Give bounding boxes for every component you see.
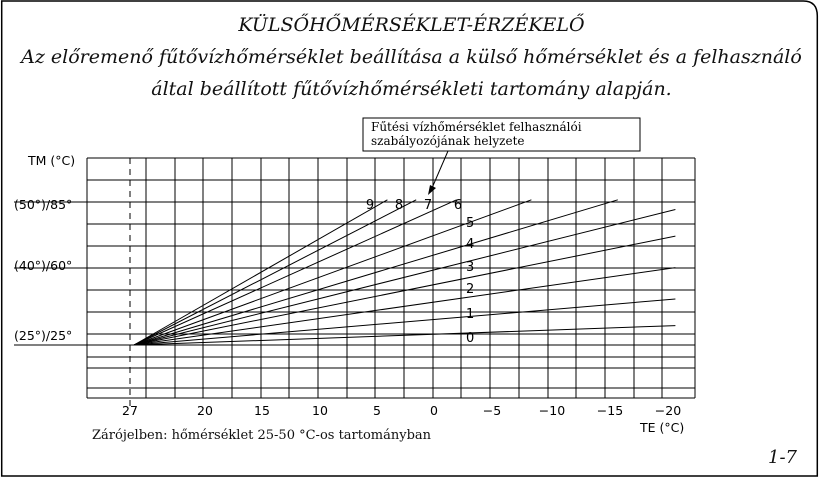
diagram-subtitle-line1: Az előremenő fűtővízhőmérséklet beállítása a külső hőmérséklet és a felhasználó xyxy=(21,46,802,68)
x-tick-label: 20 xyxy=(197,403,213,418)
diagram-title: KÜLSŐHŐMÉRSÉKLET-ÉRZÉKELŐ xyxy=(238,14,585,36)
curve-label-7: 7 xyxy=(423,198,433,213)
callout-text-line2: szabályozójának helyzete xyxy=(371,134,525,148)
x-tick-label: 0 xyxy=(430,403,438,418)
curve-label-9: 9 xyxy=(365,198,375,213)
y-axis-label: TM (°C) xyxy=(28,153,76,168)
y-tick-label: (50°)/85° xyxy=(14,197,73,212)
callout-text-line1: Fűtési vízhőmérséklet felhasználói xyxy=(371,120,582,134)
x-tick-label: 15 xyxy=(254,403,270,418)
x-tick-label: 27 xyxy=(122,403,138,418)
x-tick-label: −10 xyxy=(538,403,566,418)
x-axis-label: TE (°C) xyxy=(640,420,685,435)
curve-label-1: 1 xyxy=(466,307,475,322)
x-tick-label: −5 xyxy=(482,403,502,418)
x-tick-label: 5 xyxy=(373,403,381,418)
curve-label-0: 0 xyxy=(466,331,475,346)
curve-label-2: 2 xyxy=(466,282,475,297)
curve-label-4: 4 xyxy=(466,237,475,252)
footnote: Zárójelben: hőmérséklet 25-50 °C-os tartományban xyxy=(92,428,432,443)
diagram-subtitle-line2: által beállított fűtővízhőmérsékleti tartomány alapján. xyxy=(151,78,672,100)
heating-curve-4 xyxy=(134,210,675,346)
callout-pointer xyxy=(432,151,448,188)
callout-arrowhead xyxy=(428,185,436,195)
heating-curves xyxy=(134,200,675,345)
y-tick-label: (25°)/25° xyxy=(14,328,73,343)
chart-grid xyxy=(14,158,695,408)
heating-curve-5 xyxy=(134,200,618,345)
heating-curve-8 xyxy=(134,200,416,345)
curve-label-8: 8 xyxy=(394,198,404,213)
figure-number: 1-7 xyxy=(768,447,797,468)
curve-label-5: 5 xyxy=(466,216,475,231)
curve-label-3: 3 xyxy=(466,260,475,275)
x-tick-label: −15 xyxy=(596,403,624,418)
heating-curve-7 xyxy=(134,200,457,345)
curve-label-6: 6 xyxy=(453,198,463,213)
y-tick-label: (40°)/60° xyxy=(14,258,73,273)
x-tick-label: −20 xyxy=(654,403,682,418)
x-tick-label: 10 xyxy=(312,403,328,418)
